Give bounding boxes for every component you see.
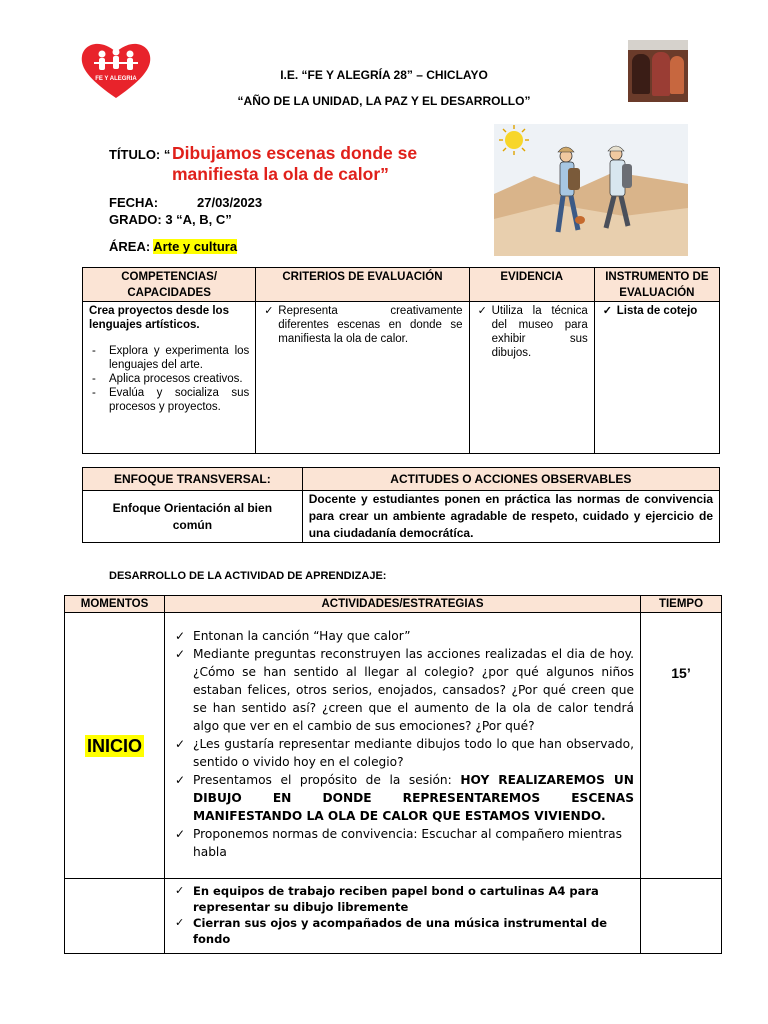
- activity-item: ✓ En equipos de trabajo reciben papel bond o cartulinas A4 para representar su dibujo libremente: [175, 884, 599, 914]
- tiempo-cell-empty: [641, 879, 722, 954]
- header-competencias: COMPETENCIAS/ CAPACIDADES: [83, 268, 256, 302]
- area-row: [109, 239, 237, 254]
- criterio-text: Representa creativamente diferentes escenas en donde se manifiesta la ola de calor.: [278, 305, 463, 345]
- instrumento-cell: [594, 302, 719, 454]
- header-tiempo: TIEMPO: [641, 596, 722, 613]
- competencias-row: [83, 302, 720, 454]
- header-evidencia: EVIDENCIA: [469, 268, 594, 302]
- capacidad-item: - Aplica procesos creativos.: [92, 373, 243, 385]
- activity-item-proposito: ✓ Presentamos el propósito de la sesión: HOY REALIZAREMOS UN DIBUJO EN DONDE REPRESENTAREMOS ESCENAS MANIFESTANDO LA OLA DE CALOR QUE ESTAMOS VIVIENDO.: [175, 773, 634, 823]
- activity-item: ✓ Mediante preguntas reconstruyen las acciones realizadas el dia de hoy. ¿Cómo se han sentido al llegar al colegio? ¿por qué algunos niños estaban felices, otros serios, enojados, cansados? ¿Por qué creen que se han sentido así? ¿creen que el aumento de la ola de calor tendrá algo que ver en el cambio de sus emociones? ¿Por qué?: [175, 647, 634, 733]
- enfoque-header-row: [83, 468, 720, 491]
- header-momentos: MOMENTOS: [65, 596, 165, 613]
- header-enfoque: ENFOQUE TRANSVERSAL:: [83, 468, 303, 491]
- competencia-text: Crea proyectos desde los lenguajes artísticos.: [89, 305, 229, 331]
- titulo-label: TÍTULO: “: [109, 147, 171, 162]
- enfoque-row: [83, 491, 720, 543]
- heat-wave-illustration: [494, 124, 688, 256]
- desarrollo-title: DESARROLLO DE LA ACTIVIDAD DE APRENDIZAJE:: [109, 570, 387, 582]
- actitudes-value: Docente y estudiantes ponen en práctica las normas de convivencia para crear un ambiente agradable de respeto, cuidado y ejercicio de una ciudadanía democrátíca.: [302, 491, 719, 543]
- evidencia-cell: [469, 302, 594, 454]
- activity-item: ✓ Entonan la canción “Hay que calor”: [175, 629, 411, 643]
- header-instrumento: INSTRUMENTO DE EVALUACIÓN: [594, 268, 719, 302]
- area-value: Arte y cultura: [153, 239, 238, 254]
- instrumento-text: Lista de cotejo: [616, 305, 698, 317]
- header-actividades: ACTIVIDADES/ESTRATEGIAS: [165, 596, 641, 613]
- actividades-cell: [165, 613, 641, 879]
- desarrollo-row: [65, 879, 722, 954]
- check-icon: ✓: [175, 647, 186, 661]
- criterios-cell: [256, 302, 469, 454]
- activity-item: ✓ Proponemos normas de convivencia: Escuchar al compañero mientras habla: [175, 827, 623, 859]
- header-criterios: CRITERIOS DE EVALUACIÓN: [256, 268, 469, 302]
- grado-label: GRADO: 3 “A, B, C”: [109, 212, 232, 227]
- enfoque-value: Enfoque Orientación al bien común: [83, 491, 303, 543]
- check-icon: ✓: [175, 884, 185, 897]
- logo-text: FE Y ALEGRIA: [95, 76, 137, 82]
- competencias-cell: [83, 302, 256, 454]
- inicio-row: [65, 613, 722, 879]
- activity-item: ✓ ¿Les gustaría representar mediante dibujos todo lo que han observado, sentido o vivido hoy en el colegio?: [175, 737, 634, 769]
- momento-cell: [65, 613, 165, 879]
- actividades-table: [64, 595, 722, 954]
- check-icon: ✓: [602, 305, 612, 317]
- momento-cell-empty: [65, 879, 165, 954]
- actividades-cell: [165, 879, 641, 954]
- evidencia-text: Utiliza la técnica del museo para exhibir sus dibujos.: [491, 305, 588, 359]
- check-icon: ✓: [175, 827, 186, 841]
- check-icon: ✓: [175, 773, 186, 787]
- competencias-header-row: [83, 268, 720, 302]
- capacidad-item: - Explora y experimenta los lenguajes del arte.: [92, 345, 250, 371]
- session-title: Dibujamos escenas donde se manifiesta la ola de calor”: [172, 143, 418, 184]
- activity-item: ✓ Cierran sus ojos y acompañados de una música instrumental de fondo: [175, 916, 608, 946]
- check-icon: ✓: [175, 737, 186, 751]
- year-motto: “AÑO DE LA UNIDAD, LA PAZ Y EL DESARROLLO”: [237, 94, 531, 108]
- capacidad-item: - Evalúa y socializa sus procesos y proyectos.: [92, 387, 250, 413]
- school-name: I.E. “FE Y ALEGRÍA 28” – CHICLAYO: [280, 68, 488, 82]
- check-icon: ✓: [175, 916, 185, 929]
- momento-inicio: INICIO: [86, 735, 142, 756]
- actividades-header-row: [65, 596, 722, 613]
- check-icon: ✓: [477, 305, 487, 317]
- fecha-value: 27/03/2023: [197, 195, 263, 210]
- fecha-label: FECHA:: [109, 195, 159, 210]
- area-label: ÁREA:: [109, 239, 154, 254]
- check-icon: ✓: [175, 629, 186, 643]
- tiempo-value: 15’: [641, 613, 722, 879]
- competencias-table: [82, 267, 720, 454]
- header-actitudes: ACTITUDES O ACCIONES OBSERVABLES: [302, 468, 719, 491]
- check-icon: ✓: [264, 305, 274, 317]
- enfoque-table: [82, 467, 720, 543]
